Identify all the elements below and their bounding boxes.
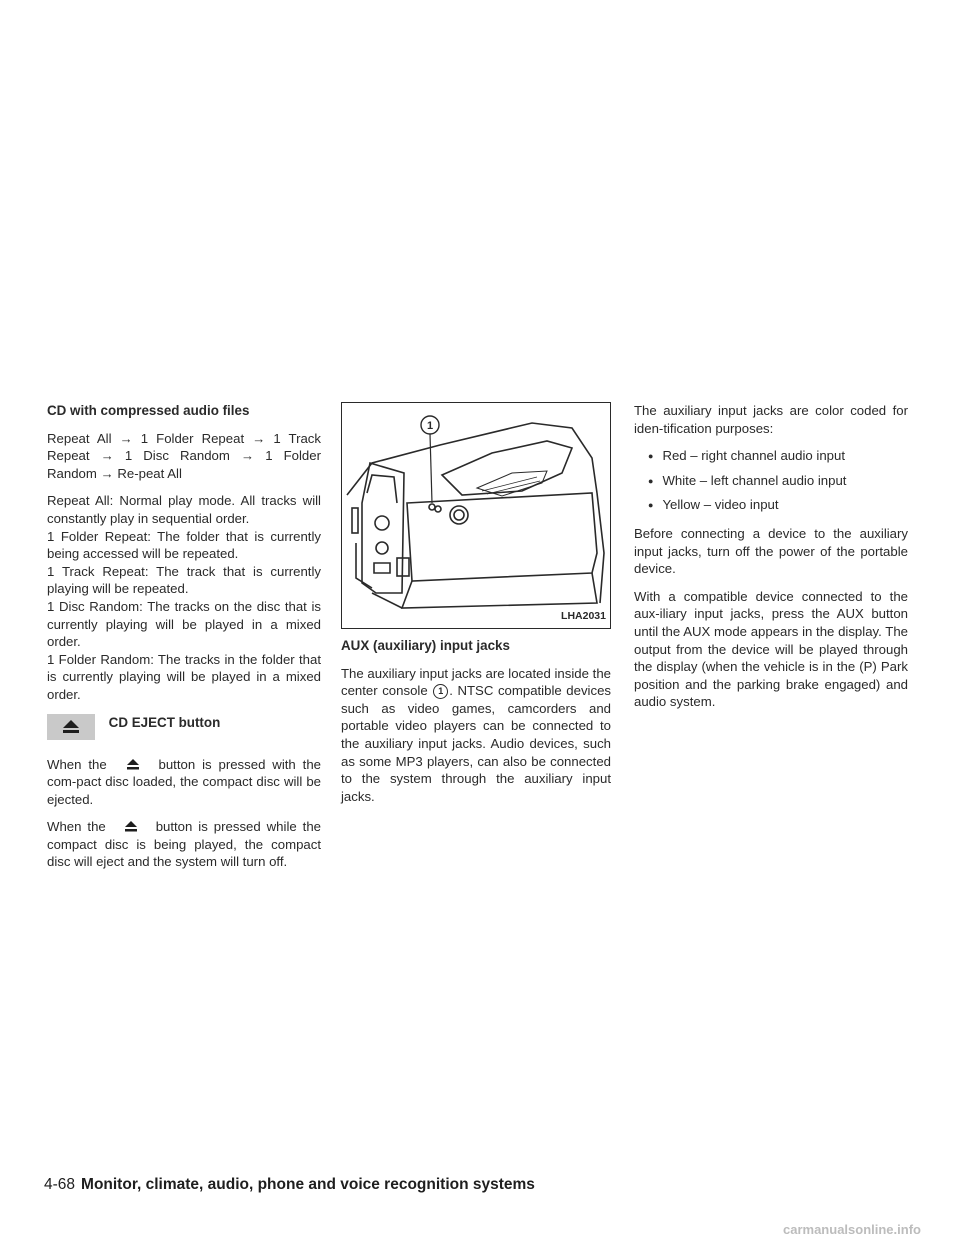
cd-eject-heading: CD EJECT button <box>108 714 221 730</box>
mode-description: 1 Folder Repeat: The folder that is currently being accessed will be repeated. <box>47 528 321 562</box>
mode-description: 1 Disc Random: The tracks on the disc that is currently playing will be played in a mixed order. <box>47 598 321 650</box>
center-console-illustration <box>341 402 611 629</box>
aux-mode-paragraph: With a compatible device connected to the aux-iliary input jacks, press the AUX button until the AUX mode appears in the display. The output from the device will be played through the display (when the vehicle is in the (P) Park position and the parking brake engaged) and audio system. <box>634 588 908 710</box>
power-off-paragraph: Before connecting a device to the auxiliary input jacks, turn off the power of the portable device. <box>634 525 908 577</box>
section-heading-compressed-audio: CD with compressed audio files <box>47 403 250 418</box>
column-left <box>47 402 321 881</box>
callout-ref: 1 <box>433 684 448 699</box>
eject-paragraph-1: When the button is pressed with the com-pact disc loaded, the compact disc will be ejected. <box>47 756 321 807</box>
repeat-sequence: Repeat All → 1 Folder Repeat → 1 Track Repeat → 1 Disc Random → 1 Folder Random → Re-peat All <box>47 430 321 481</box>
mode-description: 1 Track Repeat: The track that is currently playing will be repeated. <box>47 563 321 597</box>
console-drawing <box>342 403 610 628</box>
cd-eject-heading-row <box>47 714 321 742</box>
callout-number: 1 <box>426 420 434 432</box>
color-code-intro: The auxiliary input jacks are color coded for iden-tification purposes: <box>634 403 908 436</box>
section-heading-aux: AUX (auxiliary) input jacks <box>341 638 510 653</box>
page-footer <box>44 1176 535 1194</box>
aux-paragraph: The auxiliary input jacks are located inside the center console 1 . NTSC compatible devices such as video games, camcorders and portable video players can be connected to the auxiliary input jacks. Audio devices, such as some MP3 players, can also be connected to the system through the auxiliary input jacks. <box>341 665 611 804</box>
eject-icon <box>114 756 152 774</box>
color-code-list <box>634 447 908 515</box>
eject-icon <box>112 818 150 836</box>
eject-paragraph-2: When the button is pressed while the compact disc is being played, the compact disc will eject and the system will turn off. <box>47 819 322 870</box>
watermark: carmanualsonline.info <box>783 1222 921 1237</box>
list-item: ● White – left channel audio input <box>648 472 908 491</box>
list-item: ● Yellow – video input <box>648 496 908 515</box>
eject-icon <box>47 714 95 740</box>
mode-description: 1 Folder Random: The tracks in the folder that is currently playing will be played in a mixed order. <box>47 651 321 702</box>
column-middle <box>341 402 611 815</box>
column-right <box>634 402 908 721</box>
list-item: ● Red – right channel audio input <box>648 447 908 466</box>
mode-description: Repeat All: Normal play mode. All tracks will constantly play in sequential order. <box>47 493 321 526</box>
figure-code: LHA2031 <box>561 610 606 623</box>
chapter-title: Monitor, climate, audio, phone and voice recognition systems <box>81 1176 535 1193</box>
page-number: 4-68 <box>44 1176 76 1193</box>
